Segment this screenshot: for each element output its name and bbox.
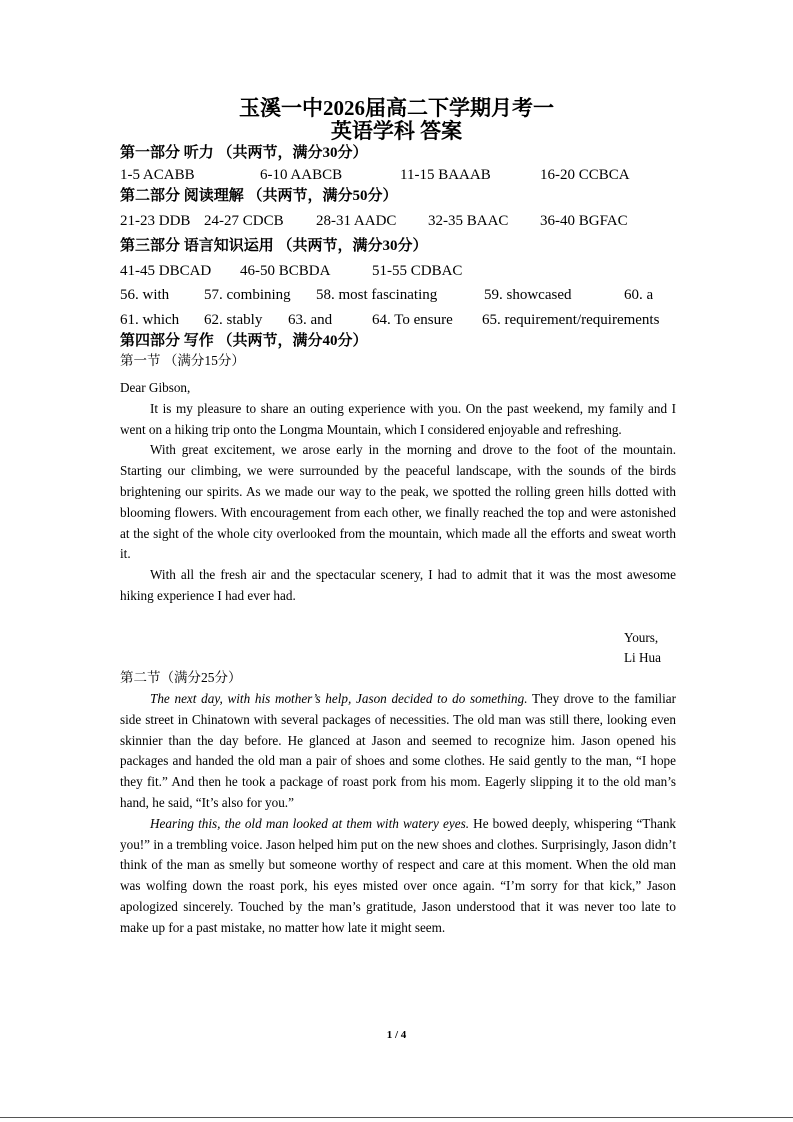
answer-item: 62. stably bbox=[204, 312, 263, 328]
section1-letter bbox=[120, 378, 676, 607]
answer-item: 57. combining bbox=[204, 287, 291, 303]
page-title: 玉溪一中2026届高二下学期月考一 bbox=[239, 96, 554, 120]
section1-heading: 第一节 （满分15分） bbox=[120, 353, 245, 368]
answer-group: 1-5 ACABB bbox=[120, 167, 195, 183]
letter-signature: Li Hua bbox=[624, 650, 661, 665]
section2-heading: 第二节（满分25分） bbox=[120, 670, 242, 685]
answer-item: 60. a bbox=[624, 287, 654, 303]
letter-paragraph: With all the fresh air and the spectacular scenery, I had to admit that it was the most awesome hiking experience I had ever had. bbox=[120, 567, 676, 603]
story-paragraph bbox=[120, 689, 676, 814]
answer-group: 16-20 CCBCA bbox=[540, 167, 630, 183]
part1-heading: 第一部分 听力 （共两节，满分30分） bbox=[120, 145, 368, 161]
letter-paragraph: With great excitement, we arose early in the morning and drove to the foot of the mountain. Starting our climbing, we were surrounded by the peaceful landscape, with the sounds of the birds brightening our spirits. As we made our way to the peak, we spotted the rolling green hills dotted with blooming flowers. With encouragement from each other, we finally reached the top and were astonished at the sight of the whole city overlooked from the mountain, which made all the efforts and sweat worth it. bbox=[120, 442, 676, 562]
letter-paragraph: It is my pleasure to share an outing experience with you. On the past weekend, my family and I went on a hiking trip onto the Longma Mountain, which I considered enjoyable and refreshing. bbox=[120, 400, 676, 437]
answer-group: 24-27 CDCB bbox=[204, 213, 284, 229]
answer-group: 28-31 AADC bbox=[316, 213, 397, 229]
letter-closing: Yours, bbox=[624, 630, 659, 645]
answer-item: 61. which bbox=[120, 312, 180, 328]
answer-group: 6-10 AABCB bbox=[260, 167, 343, 183]
part4-heading: 第四部分 写作 （共两节，满分40分） bbox=[120, 333, 368, 349]
answer-item: 65. requirement/requirements bbox=[482, 312, 660, 328]
answer-group: 51-55 CDBAC bbox=[372, 263, 463, 279]
answer-item: 59. showcased bbox=[484, 287, 572, 303]
story-lead-sentence: Hearing this, the old man looked at them with watery eyes. bbox=[150, 815, 470, 831]
part3-heading: 第三部分 语言知识运用 （共两节，满分30分） bbox=[120, 238, 428, 254]
story-body: He bowed deeply, whispering “Thank you!” in a trembling voice. Jason helped him put on the new shoes and clothes. Surprisingly, Jason didn’t think of the man as smelly but someone worthy of respect and care at this moment. When the old man was wolfing down the roast pork, his eyes misted over once again. “I’m sorry for that kick,” Jason apologized sincerely. Touched by the man’s gratitude, Jason understood that it was never too late to make up for a past mistake, no matter how late it might seem. bbox=[120, 815, 677, 935]
answer-group: 41-45 DBCAD bbox=[120, 263, 212, 279]
story-paragraph bbox=[120, 814, 676, 939]
page-number: 1 / 4 bbox=[386, 1029, 407, 1041]
answer-group: 36-40 BGFAC bbox=[540, 213, 628, 229]
answer-group: 32-35 BAAC bbox=[428, 213, 509, 229]
answer-item: 58. most fascinating bbox=[316, 287, 438, 303]
answer-item: 56. with bbox=[120, 287, 170, 303]
answer-group: 11-15 BAAAB bbox=[400, 167, 491, 183]
salutation: Dear Gibson, bbox=[120, 380, 191, 395]
answer-group: 21-23 DDB bbox=[120, 213, 191, 229]
answer-item: 63. and bbox=[288, 312, 333, 328]
page-divider bbox=[0, 1117, 793, 1118]
story-body: They drove to the familiar side street in Chinatown with several packages of necessities. The old man was still there, looking even skinnier than the day before. He glanced at Jason and seemed to recognize him. Jason opened his packages and handed the old man a pair of shoes and some clothes. He said gently to the man, “I hope they fit.” And then he took a package of roast pork from his mom. Eagerly slipping it to the old man’s hand, he said, “It’s also for you.” bbox=[120, 691, 676, 810]
part2-heading: 第二部分 阅读理解 （共两节，满分50分） bbox=[120, 188, 398, 204]
story-lead-sentence: The next day, with his mother’s help, Jason decided to do something. bbox=[150, 691, 528, 706]
answer-group: 46-50 BCBDA bbox=[240, 263, 331, 279]
answer-item: 64. To ensure bbox=[372, 312, 453, 328]
page-subtitle: 英语学科 答案 bbox=[330, 119, 463, 143]
section2-continuation bbox=[120, 689, 676, 939]
